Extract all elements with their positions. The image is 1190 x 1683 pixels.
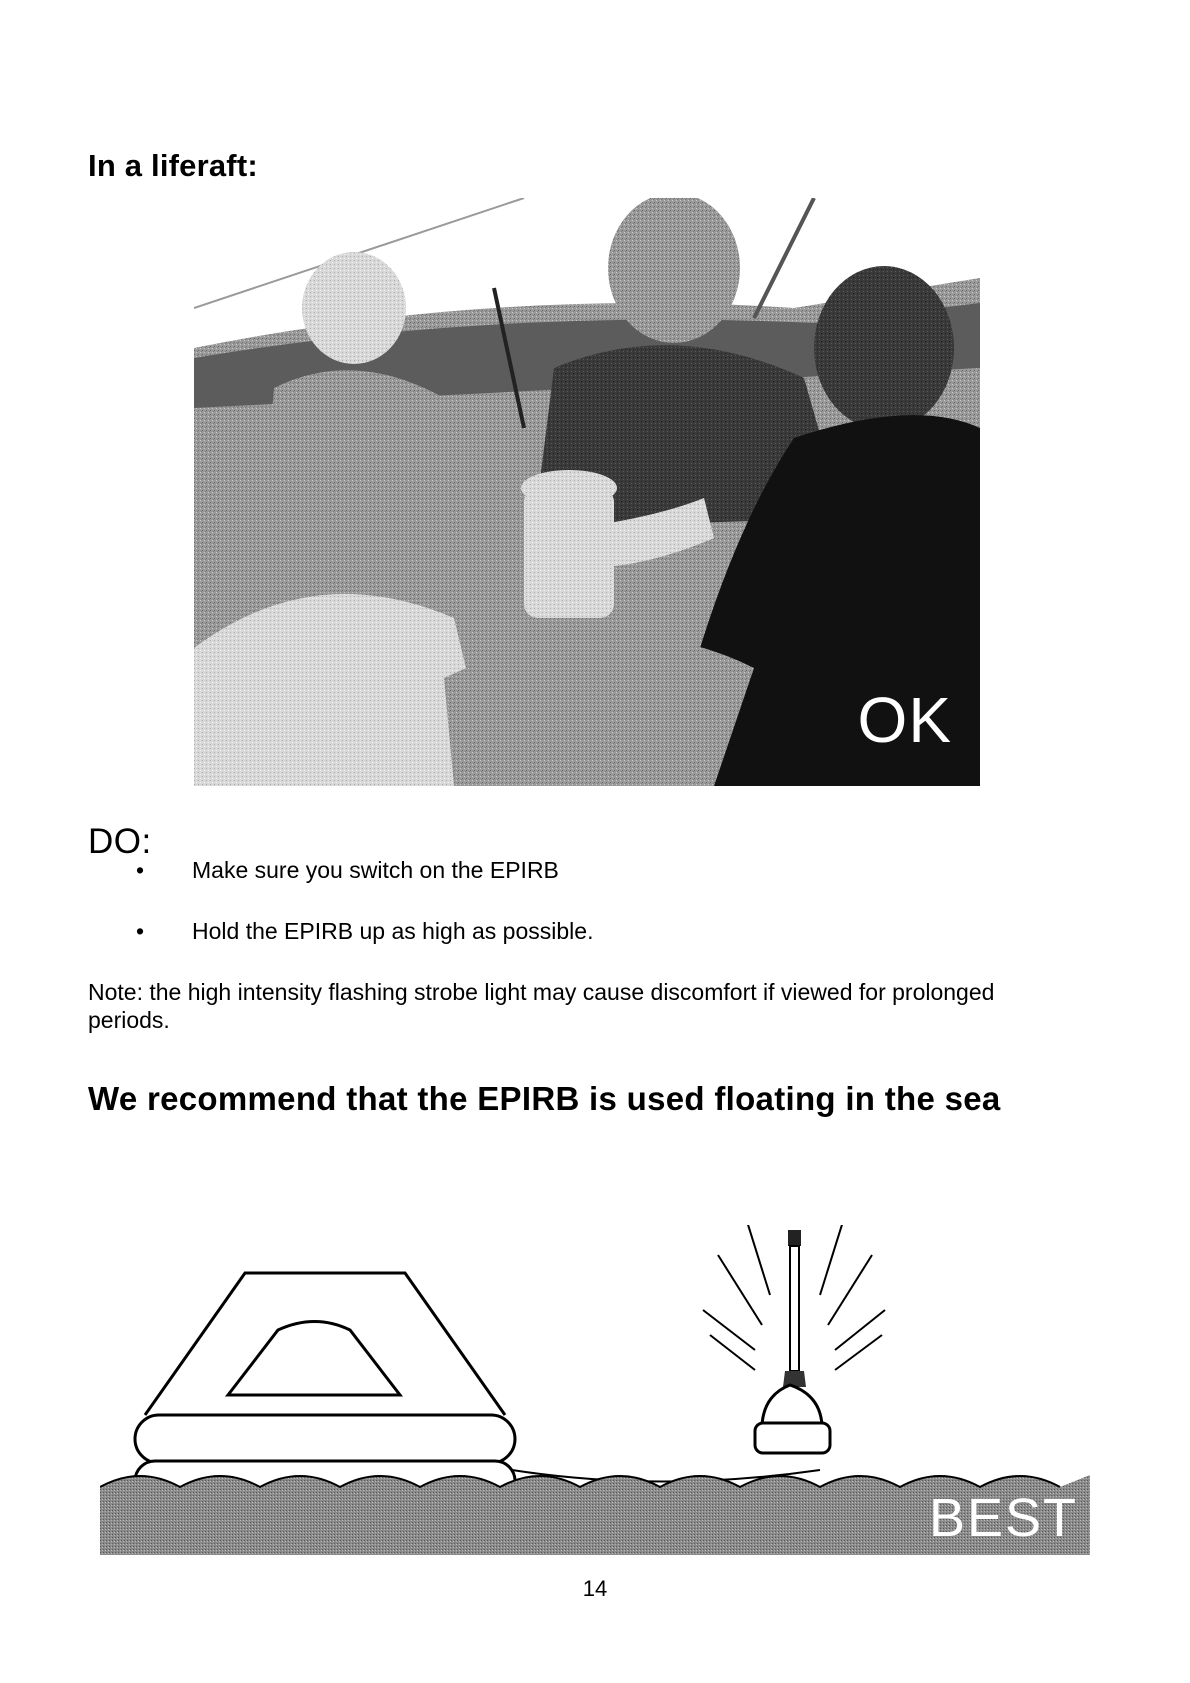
do-list <box>136 856 593 945</box>
note-paragraph: Note: the high intensity flashing strobe light may cause discomfort if viewed for prolonged periods. <box>88 979 995 1033</box>
ok-badge: OK <box>857 684 952 756</box>
section-title: In a liferaft: <box>88 148 258 183</box>
bullet-icon: • <box>136 918 145 944</box>
page-number: 14 <box>582 1576 608 1601</box>
list-item <box>136 917 593 945</box>
epirb-floating-illustration <box>100 1225 1090 1565</box>
bullet-icon: • <box>136 857 145 883</box>
list-item-text: Make sure you switch on the EPIRB <box>192 857 559 883</box>
list-item-text: Hold the EPIRB up as high as possible. <box>192 918 594 944</box>
best-badge: BEST <box>928 1488 1078 1548</box>
liferaft-photo <box>194 198 980 786</box>
do-heading: DO: <box>88 822 152 861</box>
list-item <box>136 856 593 884</box>
recommendation-heading: We recommend that the EPIRB is used floating in the sea <box>88 1080 1001 1117</box>
